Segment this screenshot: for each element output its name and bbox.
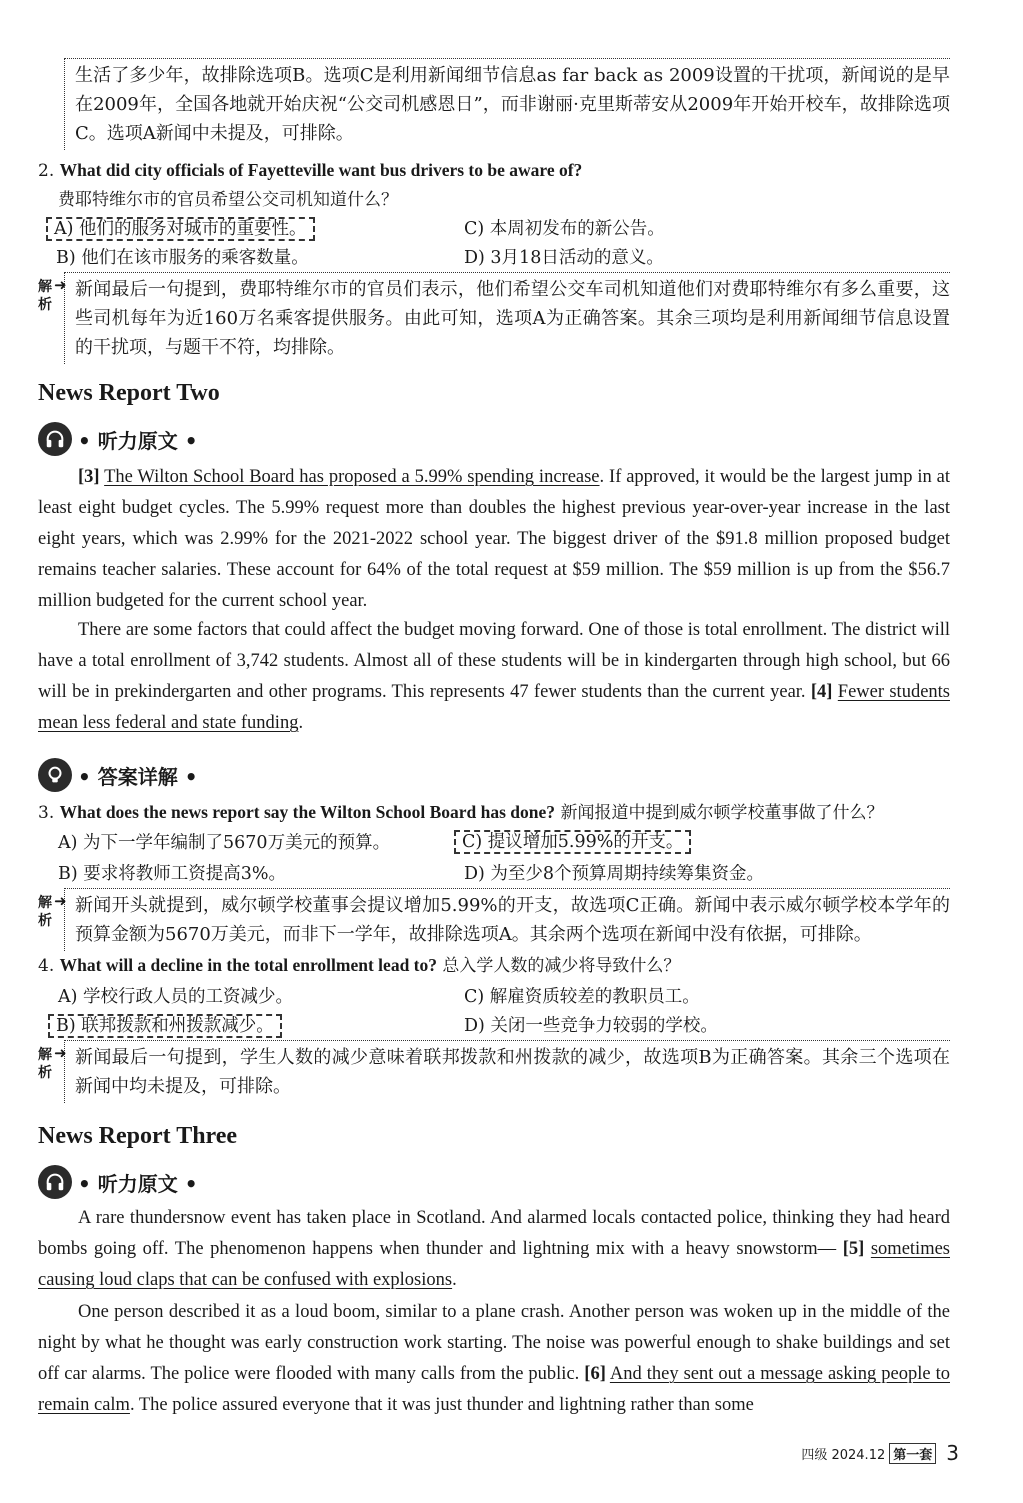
q2-option-a bbox=[46, 216, 315, 242]
page-footer bbox=[801, 1441, 959, 1465]
arrow-icon: ➜ bbox=[54, 1044, 67, 1062]
paragraph-text: . If approved, it would be the largest jump in at least eight budget cycles. The 5.99% request more than doubles the highest previous year-over-year increase in the last eight years, which was 2.99% for the 2021-2022 school year. The biggest driver of the $91.8 million proposed budget remains teacher salaries. These account for 64% of the total request at $59 million. The $59 million is up from the $56.7 million budgeted for the current school year. bbox=[38, 467, 951, 611]
marker: [6] bbox=[584, 1364, 606, 1384]
listening-transcript-heading bbox=[38, 421, 198, 457]
paragraph-text: There are some factors that could affect the budget moving forward. One of those is total enrollment. The district will have a total enrollment of 3,742 students. Almost all of these students will be in kindergarten through high school, but 66 will be in prekindergarten and other programs. This represents 47 fewer students than the current year. bbox=[38, 620, 950, 702]
marker: [3] bbox=[78, 467, 100, 487]
heading-text: • 答案详解 • bbox=[78, 764, 198, 789]
q4-option-c: C) 解雇资质较差的教职员工。 bbox=[464, 987, 700, 1007]
report2-paragraph-1 bbox=[38, 462, 950, 617]
q4-option-d: D) 关闭一些竞争力较弱的学校。 bbox=[464, 1016, 718, 1036]
arrow-icon: ➜ bbox=[54, 276, 67, 294]
question-text-en: What did city officials of Fayetteville want bus drivers to be aware of? bbox=[59, 160, 583, 180]
analysis-text: 新闻开头就提到，威尔顿学校董事会提议增加5.99%的开支，故选项C正确。新闻中表示威尔顿学校本学年的预算金额为5670万美元，而非下一学年，故排除选项A。其余两个选项在新闻中没有依据，可排除。 bbox=[64, 888, 950, 951]
section-title-report-three: News Report Three bbox=[38, 1123, 238, 1149]
paragraph-text: . The police assured everyone that it was just thunder and lightning rather than some bbox=[129, 1395, 754, 1415]
question-number: 4. bbox=[38, 956, 55, 976]
report2-paragraph-2: There are some factors that could affect the budget moving forward. One of those is total enrollment. The district will have a total enrollment of 3,742 students. Almost all of these students will be in kindergarten through high school, but 66 will be in prekindergarten and other programs. This represents 47 fewer students than the current year. [4] Fewer students mean less federal and state funding. bbox=[38, 620, 950, 733]
q3-option-c bbox=[454, 829, 691, 855]
question-text-zh: 总入学人数的减少将导致什么？ bbox=[442, 956, 681, 976]
question-4 bbox=[38, 953, 950, 978]
analysis-text: 新闻最后一句提到，学生人数的减少意味着联邦拨款和州拨款的减少，故选项B为正确答案。其余三个选项在新闻中均未提及，可排除。 bbox=[64, 1040, 950, 1103]
heading-text: • 听力原文 • bbox=[78, 428, 198, 453]
section-title-report-two: News Report Two bbox=[38, 380, 220, 406]
q3-option-a: A) 为下一学年编制了5670万美元的预算。 bbox=[58, 833, 391, 853]
q3-analysis bbox=[38, 888, 950, 951]
headphones-icon bbox=[38, 422, 72, 456]
question-number: 3. bbox=[38, 803, 55, 823]
analysis-label: 解析 bbox=[38, 895, 52, 929]
q2-analysis bbox=[38, 272, 950, 364]
q4-option-b bbox=[48, 1013, 282, 1039]
marker: [4] bbox=[810, 682, 833, 702]
q2-option-d: D) 3月18日活动的意义。 bbox=[464, 248, 664, 268]
question-2 bbox=[38, 158, 950, 183]
key-sentence: Fewer students mean less federal and state funding bbox=[38, 682, 950, 733]
analysis-label: 解析 bbox=[38, 1047, 52, 1081]
paragraph-text: One person described it as a loud boom, similar to a plane crash. Another person was woken up in the middle of the night by what he thought was early construction work starting. The noise was powerful enough to shake buildings and set off car alarms. The police were flooded with many calls from the public. bbox=[38, 1302, 950, 1384]
question-2-zh: 费耶特维尔市的官员希望公交司机知道什么？ bbox=[58, 190, 398, 210]
q3-option-d: D) 为至少8个预算周期持续筹集资金。 bbox=[464, 864, 765, 884]
q4-option-a: A) 学校行政人员的工资减少。 bbox=[58, 987, 294, 1007]
exam-label: 四级 2024.12 bbox=[801, 1447, 886, 1463]
key-sentence: And they sent out a message asking people to remain calm bbox=[38, 1364, 950, 1415]
paragraph-text: A rare thundersnow event has taken place in Scotland. And alarmed locals contacted police, thinking they had heard bombs going off. The phenomenon happens when thunder and lightning mix with a heavy snowstorm— bbox=[38, 1208, 950, 1259]
correct-answer-box: C) 提议增加5.99%的开支。 bbox=[454, 830, 691, 854]
analysis-label: 解析 bbox=[38, 279, 52, 313]
page-number: 3 bbox=[946, 1441, 959, 1465]
answer-explanation-heading bbox=[38, 757, 198, 793]
q1-analysis-continued bbox=[38, 58, 950, 150]
marker: [5] bbox=[842, 1239, 865, 1259]
correct-answer-box: B) 联邦拨款和州拨款减少。 bbox=[48, 1014, 282, 1038]
report3-paragraph-2 bbox=[38, 1297, 950, 1421]
q2-option-b: B) 他们在该市服务的乘客数量。 bbox=[56, 248, 309, 268]
headphones-icon bbox=[38, 1165, 72, 1199]
analysis-text: 新闻最后一句提到，费耶特维尔市的官员们表示，他们希望公交车司机知道他们对费耶特维尔有多么重要，这些司机每年为近160万名乘客提供服务。由此可知，选项A为正确答案。其余三项均是利用新闻细节信息设置的干扰项，与题干不符，均排除。 bbox=[64, 272, 950, 364]
lightbulb-icon bbox=[38, 758, 72, 792]
arrow-icon: ➜ bbox=[54, 892, 67, 910]
question-text-en: What will a decline in the total enrollment lead to? bbox=[59, 955, 438, 975]
analysis-text: 生活了多少年，故排除选项B。选项C是利用新闻细节信息as far back as 2009设置的干扰项，新闻说的是早在2009年，全国各地就开始庆祝“公交司机感恩日”，而非谢丽·克里斯蒂安从2009年开始开校车，故排除选项C。选项A新闻中未提及，可排除。 bbox=[64, 58, 950, 150]
correct-answer-box: A) 他们的服务对城市的重要性。 bbox=[46, 217, 315, 241]
question-number: 2. bbox=[38, 161, 55, 181]
report3-paragraph-1: A rare thundersnow event has taken place in Scotland. And alarmed locals contacted police, thinking they had heard bombs going off. The phenomenon happens when thunder and lightning mix with a heavy snowstorm— [5] sometimes causing loud claps that can be confused with explosions. bbox=[38, 1208, 950, 1290]
listening-transcript-heading bbox=[38, 1164, 198, 1200]
question-3 bbox=[38, 800, 950, 825]
q4-analysis bbox=[38, 1040, 950, 1103]
question-text-zh: 新闻报道中提到威尔顿学校董事做了什么？ bbox=[560, 803, 884, 823]
key-sentence: sometimes causing loud claps that can be confused with explosions bbox=[38, 1239, 950, 1290]
q3-option-b: B) 要求将教师工资提高3%。 bbox=[58, 864, 287, 884]
heading-text: • 听力原文 • bbox=[78, 1171, 198, 1196]
q2-option-c: C) 本周初发布的新公告。 bbox=[464, 219, 665, 239]
set-label: 第一套 bbox=[889, 1443, 936, 1464]
key-sentence: The Wilton School Board has proposed a 5.99% spending increase bbox=[104, 467, 600, 487]
question-text-en: What does the news report say the Wilton School Board has done? bbox=[59, 802, 556, 822]
